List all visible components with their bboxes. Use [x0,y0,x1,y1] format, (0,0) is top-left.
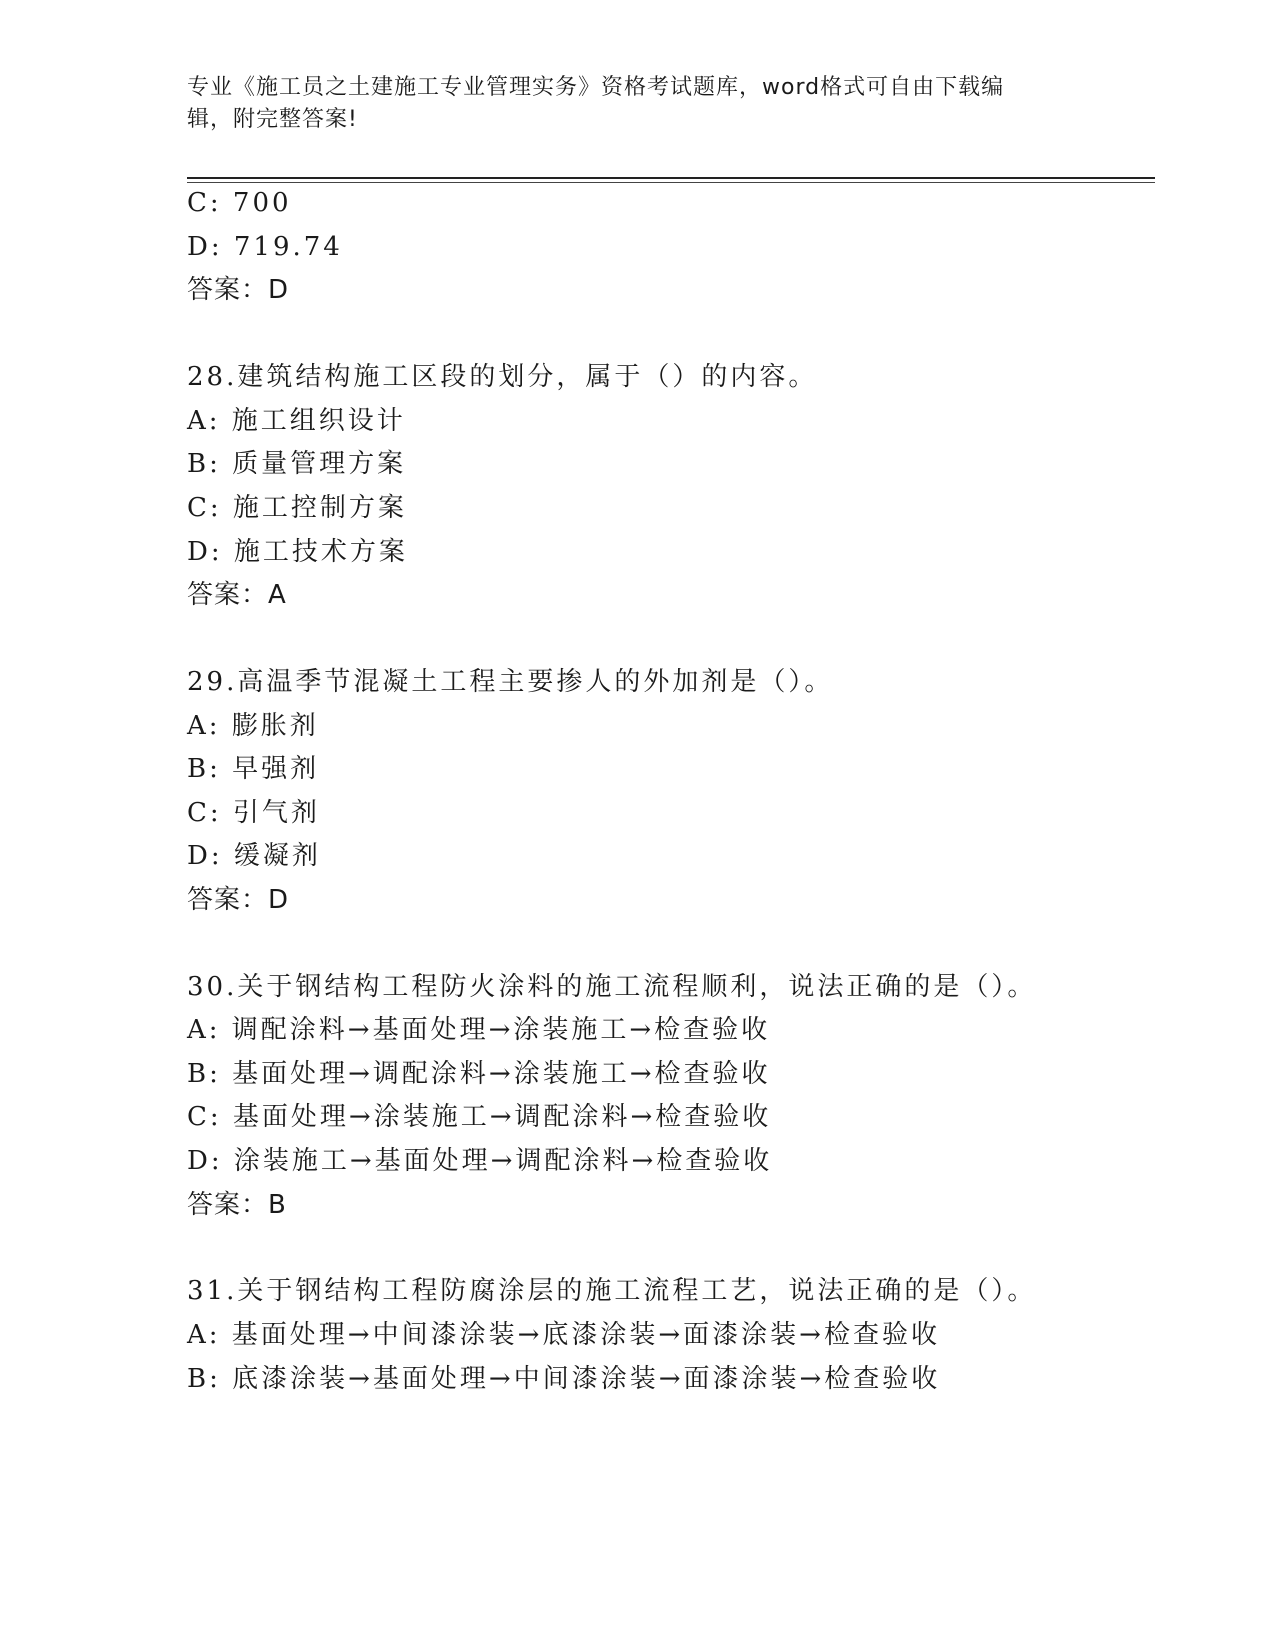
q28-option-c: C: 施工控制方案 [187,493,407,523]
q28-answer: 答案：A [187,580,287,610]
q29-option-d: D: 缓凝剂 [187,841,321,871]
prev-option-c: C: 700 [187,188,292,218]
q30-option-d: D: 涂装施工→基面处理→调配涂料→检查验收 [187,1146,773,1176]
q31-option-b: B: 底漆涂装→基面处理→中间漆涂装→面漆涂装→检查验收 [187,1364,941,1394]
header-line-2: 辑，附完整答案! [187,107,358,132]
header-divider-thin [187,182,1155,183]
q29-question: 29.高温季节混凝土工程主要掺人的外加剂是（）。 [187,667,834,697]
q29-option-c: C: 引气剂 [187,798,320,828]
q28-option-a: A: 施工组织设计 [187,406,406,436]
q28-option-d: D: 施工技术方案 [187,537,408,567]
q29-option-b: B: 早强剂 [187,754,320,784]
q29-option-a: A: 膨胀剂 [187,711,319,741]
q31-option-a: A: 基面处理→中间漆涂装→底漆涂装→面漆涂装→检查验收 [187,1320,940,1350]
q30-answer: 答案：B [187,1190,287,1220]
prev-answer: 答案：D [187,275,290,305]
header-divider-thick [187,177,1155,179]
q30-option-a: A: 调配涂料→基面处理→涂装施工→检查验收 [187,1015,771,1045]
q30-option-b: B: 基面处理→调配涂料→涂装施工→检查验收 [187,1059,771,1089]
q29-answer: 答案：D [187,885,290,915]
q28-option-b: B: 质量管理方案 [187,449,407,479]
header-line-1: 专业《施工员之土建施工专业管理实务》资格考试题库，word格式可自由下载编 [187,75,1005,100]
q31-question: 31.关于钢结构工程防腐涂层的施工流程工艺，说法正确的是（）。 [187,1276,1037,1306]
q30-option-c: C: 基面处理→涂装施工→调配涂料→检查验收 [187,1102,772,1132]
q30-question: 30.关于钢结构工程防火涂料的施工流程顺利，说法正确的是（）。 [187,972,1037,1002]
prev-option-d: D: 719.74 [187,232,343,262]
q28-question: 28.建筑结构施工区段的划分，属于（）的内容。 [187,362,818,392]
document-header [187,72,1067,136]
